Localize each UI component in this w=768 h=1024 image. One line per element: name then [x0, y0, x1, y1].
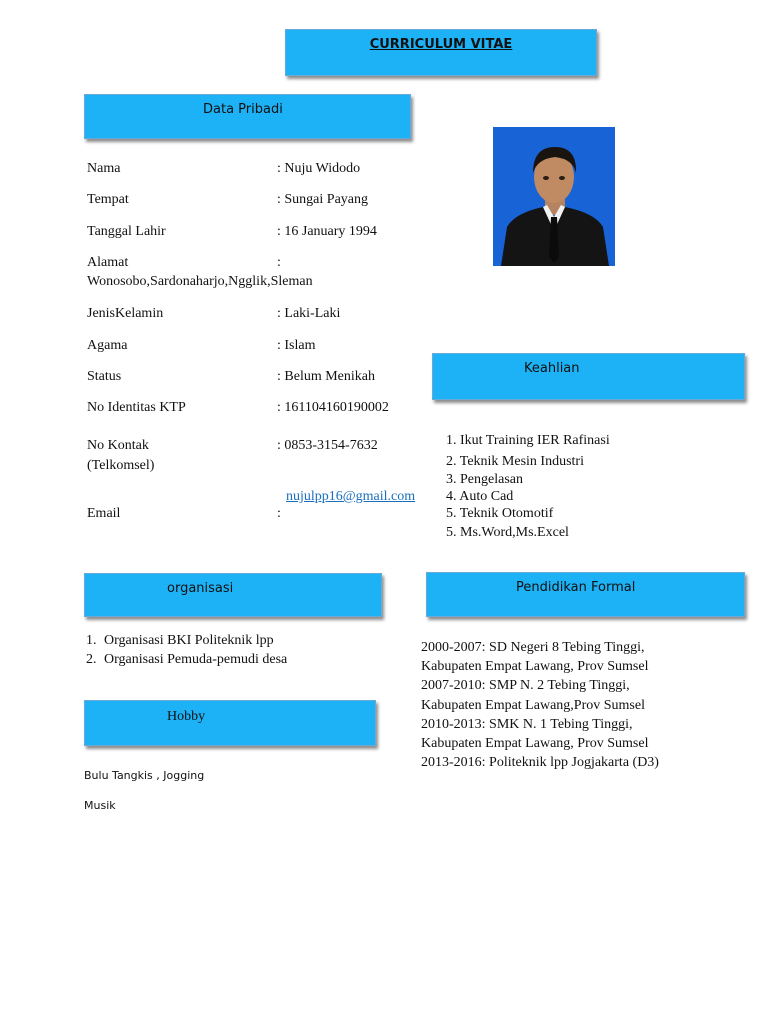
- education-line: 2010-2013: SMK N. 1 Tebing Tinggi,: [421, 717, 633, 732]
- agama-value: : Islam: [277, 338, 316, 353]
- status-label: Status: [87, 369, 122, 384]
- ktp-value: : 161104160190002: [277, 400, 389, 415]
- email-colon: :: [277, 506, 281, 521]
- pendidikan-header: [426, 572, 745, 617]
- list-item: Organisasi Pemuda-pemudi desa: [104, 652, 288, 667]
- list-item: Bulu Tangkis , Jogging: [84, 769, 205, 782]
- nama-label: Nama: [87, 161, 121, 176]
- education-line: 2007-2010: SMP N. 2 Tebing Tinggi,: [421, 678, 630, 693]
- alamat-label: Alamat: [87, 255, 129, 270]
- hobby-title: Hobby: [167, 709, 206, 724]
- alamat-colon: :: [277, 255, 281, 270]
- profile-photo: [493, 127, 615, 266]
- kontak-label: No Kontak: [87, 438, 149, 453]
- hobby-header: [84, 700, 376, 746]
- list-item-number: 1.: [86, 633, 97, 648]
- list-item: Musik: [84, 799, 116, 812]
- organisasi-header: [84, 573, 382, 617]
- alamat-value: Wonosobo,Sardonaharjo,Ngglik,Sleman: [87, 274, 313, 289]
- agama-label: Agama: [87, 338, 128, 353]
- keahlian-header: [432, 353, 745, 400]
- tempat-label: Tempat: [87, 192, 129, 207]
- kontak-value: : 0853-3154-7632: [277, 438, 378, 453]
- list-item: 5. Ms.Word,Ms.Excel: [446, 525, 569, 540]
- list-item: 5. Teknik Otomotif: [446, 506, 554, 521]
- jenis-kelamin-value: : Laki-Laki: [277, 306, 341, 321]
- cv-title: CURRICULUM VITAE: [369, 37, 513, 52]
- education-line: Kabupaten Empat Lawang, Prov Sumsel: [421, 736, 649, 751]
- organisasi-title: organisasi: [167, 581, 234, 596]
- list-item: 1. Ikut Training IER Rafinasi: [446, 433, 610, 448]
- education-line: Kabupaten Empat Lawang, Prov Sumsel: [421, 659, 649, 674]
- keahlian-title: Keahlian: [524, 361, 580, 376]
- title-box: [285, 29, 597, 76]
- pendidikan-title: Pendidikan Formal: [516, 580, 636, 595]
- list-item: 2. Teknik Mesin Industri: [446, 454, 584, 469]
- education-line: 2000-2007: SD Negeri 8 Tebing Tinggi,: [421, 640, 645, 655]
- email-link[interactable]: nujulpp16@gmail.com: [286, 489, 416, 504]
- education-line: Kabupaten Empat Lawang,Prov Sumsel: [421, 698, 645, 713]
- list-item: 4. Auto Cad: [446, 489, 514, 504]
- education-line: 2013-2016: Politeknik lpp Jogjakarta (D3): [421, 755, 659, 770]
- list-item: 3. Pengelasan: [446, 472, 523, 487]
- data-pribadi-title: Data Pribadi: [203, 102, 283, 117]
- jenis-kelamin-label: JenisKelamin: [87, 306, 164, 321]
- status-value: : Belum Menikah: [277, 369, 375, 384]
- tanggal-lahir-value: : 16 January 1994: [277, 224, 377, 239]
- list-item: Organisasi BKI Politeknik lpp: [104, 633, 274, 648]
- kontak-label-2: (Telkomsel): [87, 458, 155, 473]
- tanggal-lahir-label: Tanggal Lahir: [87, 224, 166, 239]
- tempat-value: : Sungai Payang: [277, 192, 368, 207]
- ktp-label: No Identitas KTP: [87, 400, 186, 415]
- nama-value: : Nuju Widodo: [277, 161, 361, 176]
- list-item-number: 2.: [86, 652, 97, 667]
- email-label: Email: [87, 506, 121, 521]
- data-pribadi-header: [84, 94, 411, 139]
